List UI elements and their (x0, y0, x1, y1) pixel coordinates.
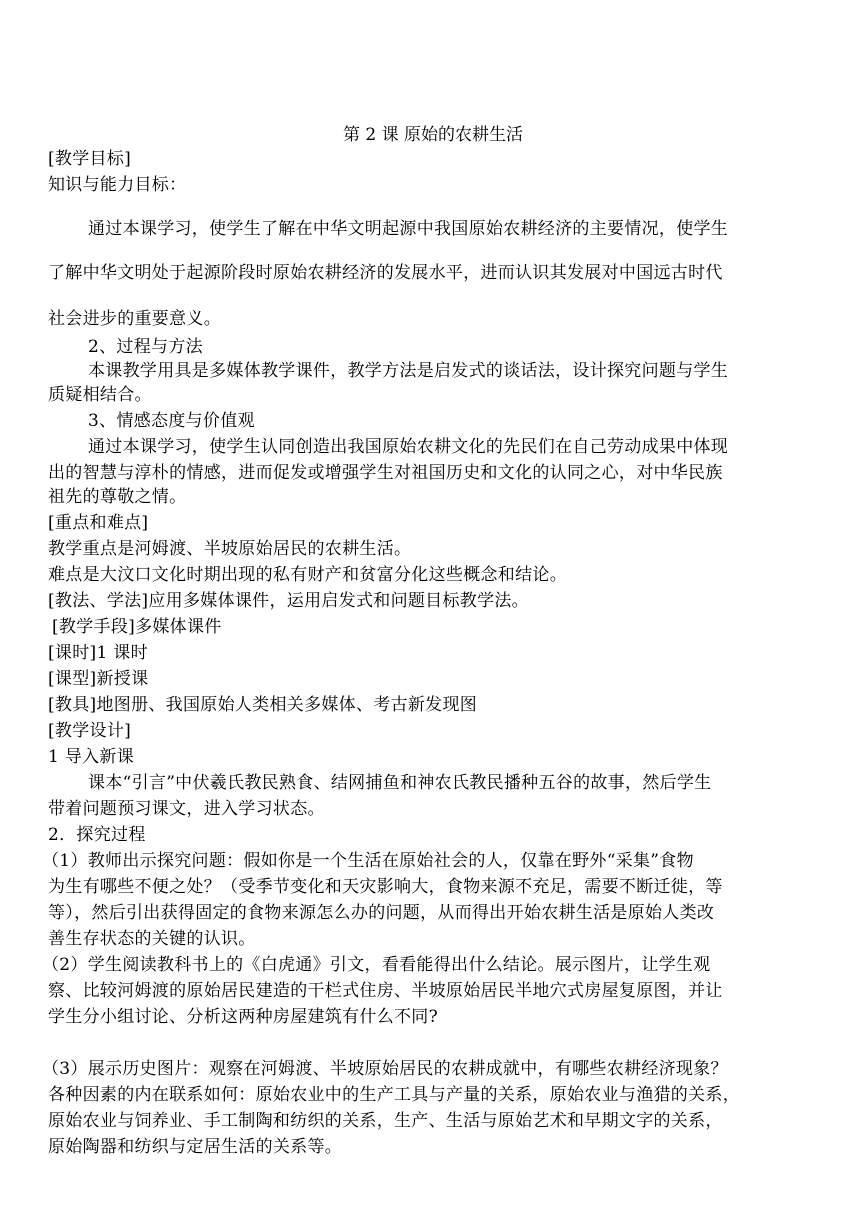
paragraph-line: 各种因素的内在联系如何：原始农业中的生产工具与产量的关系，原始农业与渔猎的关系， (48, 1085, 740, 1105)
paragraph-line: （3）展示历史图片：观察在河姆渡、半坡原始居民的农耕成就中，有哪些农耕经济现象？ (42, 1059, 728, 1079)
design-header: [教学设计] (48, 721, 132, 741)
process-header: 2、过程与方法 (88, 337, 203, 357)
paragraph-line: 课本“引言”中伏羲氏教民熟食、结网捕鱼和神农氏教民播种五谷的故事，然后学生 (88, 773, 712, 793)
paragraph-line: 本课教学用具是多媒体教学课件，教学方法是启发式的谈话法，设计探究问题与学生 (88, 361, 729, 381)
paragraph-line: 学生分小组讨论、分析这两种房屋建筑有什么不同? (48, 1007, 439, 1027)
lesson-title: 第 2 课 原始的农耕生活 (342, 125, 524, 145)
explore-header: 2．探究过程 (48, 825, 146, 845)
teaching-means: [教学手段]多媒体课件 (52, 617, 222, 637)
paragraph-line: 为生有哪些不便之处？（受季节变化和天灾影响大，食物来源不充足，需要不断迁徙，等 (48, 877, 723, 897)
key-point: 教学重点是河姆渡、半坡原始居民的农耕生活。 (48, 539, 412, 559)
paragraph-line: 善生存状态的关键的认识。 (48, 929, 256, 949)
paragraph-line: 通过本课学习，使学生了解在中华文明起源中我国原始农耕经济的主要情况，使学生 (88, 219, 729, 239)
paragraph-line: 原始陶器和纺织与定居生活的关系等。 (48, 1137, 343, 1157)
difficulty: 难点是大汶口文化时期出现的私有财产和贫富分化这些概念和结论。 (48, 565, 567, 585)
paragraph-line: 质疑相结合。 (48, 385, 152, 405)
class-hours: [课时]1 课时 (48, 643, 148, 663)
teaching-tools: [教具]地图册、我国原始人类相关多媒体、考古新发现图 (48, 695, 478, 715)
paragraph-line: 察、比较河姆渡的原始居民建造的干栏式住房、半坡原始居民半地穴式房屋复原图，并让 (48, 981, 723, 1001)
paragraph-line: 祖先的尊敬之情。 (48, 487, 187, 507)
paragraph-line: 出的智慧与淳朴的情感，进而促发或增强学生对祖国历史和文化的认同之心，对中华民族 (48, 463, 723, 483)
paragraph-line: 社会进步的重要意义。 (48, 309, 221, 329)
paragraph-line: 带着问题预习课文，进入学习状态。 (48, 799, 325, 819)
paragraph-line: （2）学生阅读教科书上的《白虎通》引文，看看能得出什么结论。展示图片，让学生观 (42, 955, 711, 975)
methods: [教法、学法]应用多媒体课件，运用启发式和问题目标教学法。 (48, 591, 529, 611)
lesson-type: [课型]新授课 (48, 669, 149, 689)
knowledge-goal-header: 知识与能力目标： (48, 175, 187, 195)
paragraph-line: 了解中华文明处于起源阶段时原始农耕经济的发展水平，进而认识其发展对中国远古时代 (48, 263, 723, 283)
intro-header: 1 导入新课 (48, 747, 135, 767)
paragraph-line: 通过本课学习，使学生认同创造出我国原始农耕文化的先民们在自己劳动成果中体现 (88, 437, 729, 457)
paragraph-line: 原始农业与饲养业、手工制陶和纺织的关系，生产、生活与原始艺术和早期文字的关系， (48, 1111, 723, 1131)
emotion-header: 3、情感态度与价值观 (88, 411, 255, 431)
paragraph-line: 等），然后引出获得固定的食物来源怎么办的问题，从而得出开始农耕生活是原始人类改 (48, 903, 715, 923)
paragraph-line: （1）教师出示探究问题：假如你是一个生活在原始社会的人，仅靠在野外“采集”食物 (42, 851, 694, 871)
key-header: [重点和难点] (48, 513, 149, 533)
goal-header: [教学目标] (48, 149, 132, 169)
